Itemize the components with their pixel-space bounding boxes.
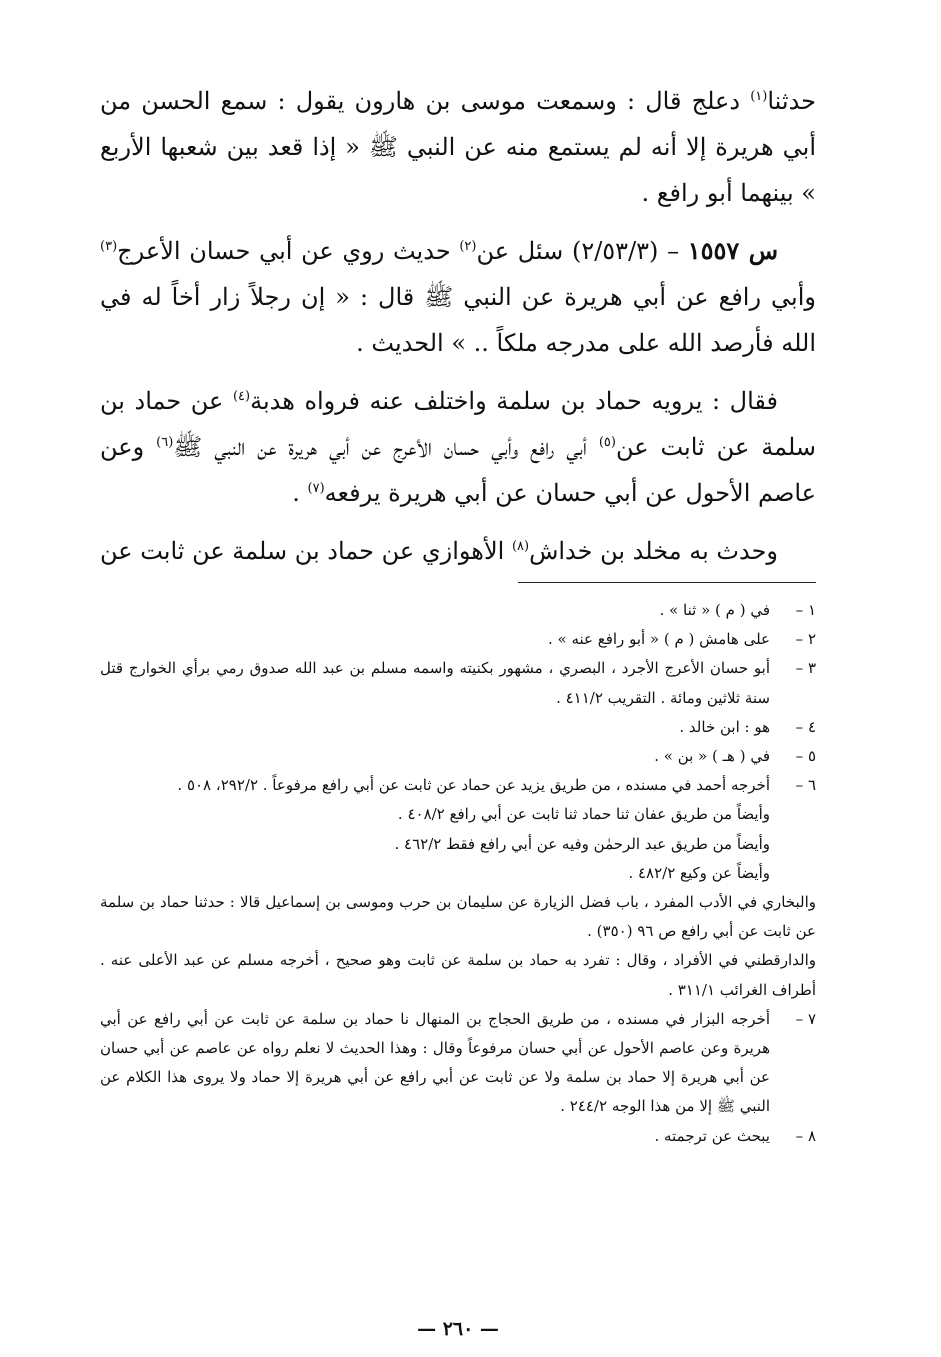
footnote-6-line: وأيضاً من طريق عبد الرحمٰن وفيه عن أبي رافع فقط ٤٦٢/٢ . — [394, 834, 770, 853]
question-number: س ١٥٥٧ — [687, 236, 779, 265]
footnote-ref-8[interactable]: (٨) — [511, 539, 530, 554]
paragraph-answer: فقال : يرويه حماد بن سلمة واختلف عنه فرواه هدبة$^{(٤)}$ عن حماد بن سلمة عن ثابت عن$^{(٥)}$ أبي رافع وأبي حسان الأعرج عن أبي هريرة عن النبي ﷺ$^{(٦)}$ وعن عاصم الأحول عن أبي حسان عن أبي هريرة يرفعه$^{(٧)}$ . — [100, 387, 817, 507]
footnote-4: ٤ – هو : ابن خالد . — [679, 717, 816, 736]
footnote-ref-3[interactable]: (٣) — [100, 239, 118, 254]
footnotes — [100, 596, 816, 1151]
footnote-6-line: وأيضاً عن وكيع ٤٨٢/٢ . — [628, 863, 770, 882]
footnote-ref-7[interactable]: (٧) — [307, 481, 325, 496]
footnote-ref-1[interactable]: (١) — [750, 89, 768, 104]
footnote-6-line: وأيضاً من طريق عفان ثنا حماد ثنا ثابت عن أبي رافع ٤٠٨/٢ . — [397, 805, 770, 824]
footnote-ref-2[interactable]: (٢) — [459, 239, 477, 254]
footnote-7: ٧ – أخرجه البزار في مسنده ، من طريق الحجاج بن المنهال نا حماد بن سلمة عن ثابت عن أبي رافع عن أبي هريرة وعن عاصم الأحول عن أبي حسان مرفوعاً وقال : وهذا الحديث لا نعلم رواه عن عاصم عن أبي حسان عن أبي هريرة إلا حماد بن سلمة ولا عن ثابت عن أبي رافع عن أبي هريرة إلا حماد ولا يروى هذا الكلام عن النبي ﷺ إلا من هذا الوجه ٢٤٤/٢ . — [100, 1009, 816, 1116]
footnote-3: ٣ – أبو حسان الأعرج الأجرد ، البصري ، مشهور بكنيته واسمه مسلم بن عبد الله صدوق رمي برأي الخوارج قتل سنة ثلاثين ومائة . التقريب ٤١١/٢ . — [100, 659, 816, 707]
footnote-ref-6[interactable]: (٦) — [156, 435, 174, 450]
footnote-5: ٥ – في ( هـ ) « بن » . — [654, 747, 816, 766]
footnote-ref-5[interactable]: (٥) — [598, 435, 616, 450]
page-number: — ٢٦٠ — — [417, 1318, 499, 1340]
footnote-6-bukhari: والبخاري في الأدب المفرد ، باب فضل الزيارة عن سليمان بن حرب وموسى بن إسماعيل قالا : حدثنا حماد بن سلمة عن ثابت عن أبي رافع ص ٩٦ (٣٥٠) . — [100, 893, 816, 941]
footnote-6: ٦ – أخرجه أحمد في مسنده ، من طريق يزيد عن حماد عن ثابت عن أبي رافع مرفوعاً . ٢٩٢/٢، ٥٠٨ . — [177, 776, 816, 795]
main-text — [100, 78, 816, 574]
paragraph-question-1557: س ١٥٥٧ – (٢/٥٣/٣) سئل عن$^{(٢)}$ حديث روي عن أبي حسان الأعرج$^{(٣)}$ وأبي رافع عن أبي هريرة عن النبي ﷺ قال : « إن رجلاً زار أخاً له في الله فأرصد الله على مدرجه ملكاً .. » الحديث . — [100, 236, 816, 357]
page — [99, 78, 817, 1340]
footnote-ref-4[interactable]: (٤) — [232, 389, 251, 404]
footnote-1: ١ – في ( م ) « ثنا » . — [659, 601, 816, 619]
footnote-separator — [518, 582, 816, 583]
footnote-2: ٢ – على هامش ( م ) « أبو رافع عنه » . — [547, 630, 816, 649]
footnote-8: ٨ – يبحث عن ترجمته . — [654, 1126, 816, 1145]
footnote-6-daraqutni: والدارقطني في الأفراد ، وقال : تفرد به حماد بن سلمة عن ثابت وهو صحيح ، أخرجه مسلم عن عبد الأعلى عنه . أطراف الغرائب ٣١١/١ . — [100, 951, 816, 999]
paragraph-4: وحدث به مخلد بن خداش$^{(٨)}$ الأهوازي عن حماد بن سلمة عن ثابت عن — [99, 537, 778, 565]
paragraph-1: حدثنا$^{(١)}$ دعلج قال : وسمعت موسى بن هارون يقول : سمع الحسن من أبي هريرة إلا أنه لم يستمع منه عن النبي ﷺ « إذا قعد بين شعبها الأربع » بينهما أبو رافع . — [100, 87, 816, 207]
